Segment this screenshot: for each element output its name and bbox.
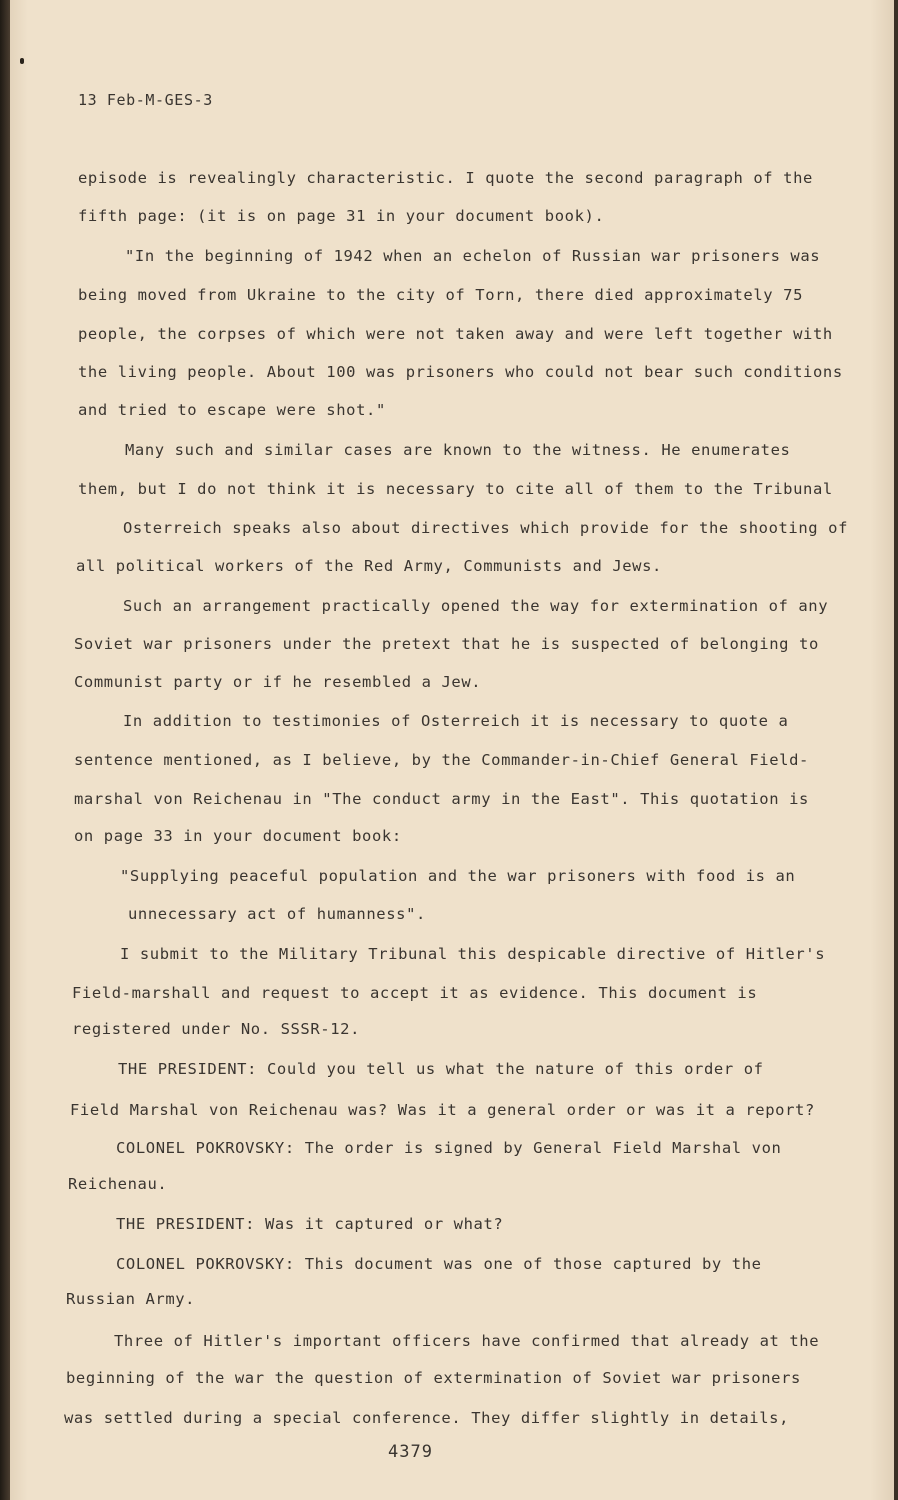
text-line: Many such and similar cases are known to the witness. He enumerates — [125, 441, 791, 459]
text-line: In addition to testimonies of Osterreich it is necessary to quote a — [123, 712, 789, 730]
text-line: "In the beginning of 1942 when an echelon of Russian war prisoners was — [125, 247, 821, 265]
text-line: Such an arrangement practically opened the way for extermination of any — [123, 597, 829, 615]
text-line: beginning of the war the question of extermination of Soviet war prisoners — [66, 1369, 801, 1387]
text-line: COLONEL POKROVSKY: This document was one of those captured by the — [116, 1255, 762, 1273]
text-line: Soviet war prisoners under the pretext that he is suspected of belonging to — [74, 635, 819, 653]
document-reference: 13 Feb-M-GES-3 — [78, 91, 213, 109]
text-line: marshal von Reichenau in "The conduct army in the East". This quotation is — [74, 790, 809, 808]
text-line: all political workers of the Red Army, Communists and Jews. — [76, 557, 662, 575]
text-line: being moved from Ukraine to the city of Torn, there died approximately 75 — [78, 286, 804, 304]
text-line: Communist party or if he resembled a Jew. — [74, 673, 482, 691]
text-line: Field-marshall and request to accept it as evidence. This document is — [72, 984, 758, 1002]
text-line: on page 33 in your document book: — [74, 827, 402, 845]
text-line: THE PRESIDENT: Was it captured or what? — [116, 1215, 504, 1233]
text-line: the living people. About 100 was prisoners who could not bear such conditions — [78, 363, 843, 381]
text-line: Osterreich speaks also about directives which provide for the shooting of — [123, 519, 849, 537]
text-line: sentence mentioned, as I believe, by the Commander-in-Chief General Field- — [74, 751, 809, 769]
page-number: 4379 — [388, 1442, 433, 1462]
text-line: fifth page: (it is on page 31 in your document book). — [78, 207, 605, 225]
text-line: people, the corpses of which were not taken away and were left together with — [78, 325, 833, 343]
text-line: registered under No. SSSR-12. — [72, 1020, 361, 1038]
text-line: was settled during a special conference. They differ slightly in details, — [64, 1409, 790, 1427]
punch-mark — [20, 58, 24, 64]
text-line: I submit to the Military Tribunal this despicable directive of Hitler's — [120, 945, 826, 963]
text-line: unnecessary act of humanness". — [128, 905, 426, 923]
text-line: Field Marshal von Reichenau was? Was it a general order or was it a report? — [70, 1101, 815, 1119]
page-binding-edge — [0, 0, 10, 1500]
text-line: Reichenau. — [68, 1175, 168, 1193]
text-line: Three of Hitler's important officers have confirmed that already at the — [114, 1332, 820, 1350]
text-line: "Supplying peaceful population and the war prisoners with food is an — [120, 867, 796, 885]
text-line: Russian Army. — [66, 1290, 196, 1308]
text-line: and tried to escape were shot." — [78, 401, 386, 419]
text-line: them, but I do not think it is necessary to cite all of them to the Tribunal — [78, 480, 833, 498]
document-page — [10, 0, 894, 1500]
text-line: episode is revealingly characteristic. I quote the second paragraph of the — [78, 169, 813, 187]
text-line: COLONEL POKROVSKY: The order is signed by General Field Marshal von — [116, 1139, 782, 1157]
text-line: THE PRESIDENT: Could you tell us what the nature of this order of — [118, 1060, 764, 1078]
